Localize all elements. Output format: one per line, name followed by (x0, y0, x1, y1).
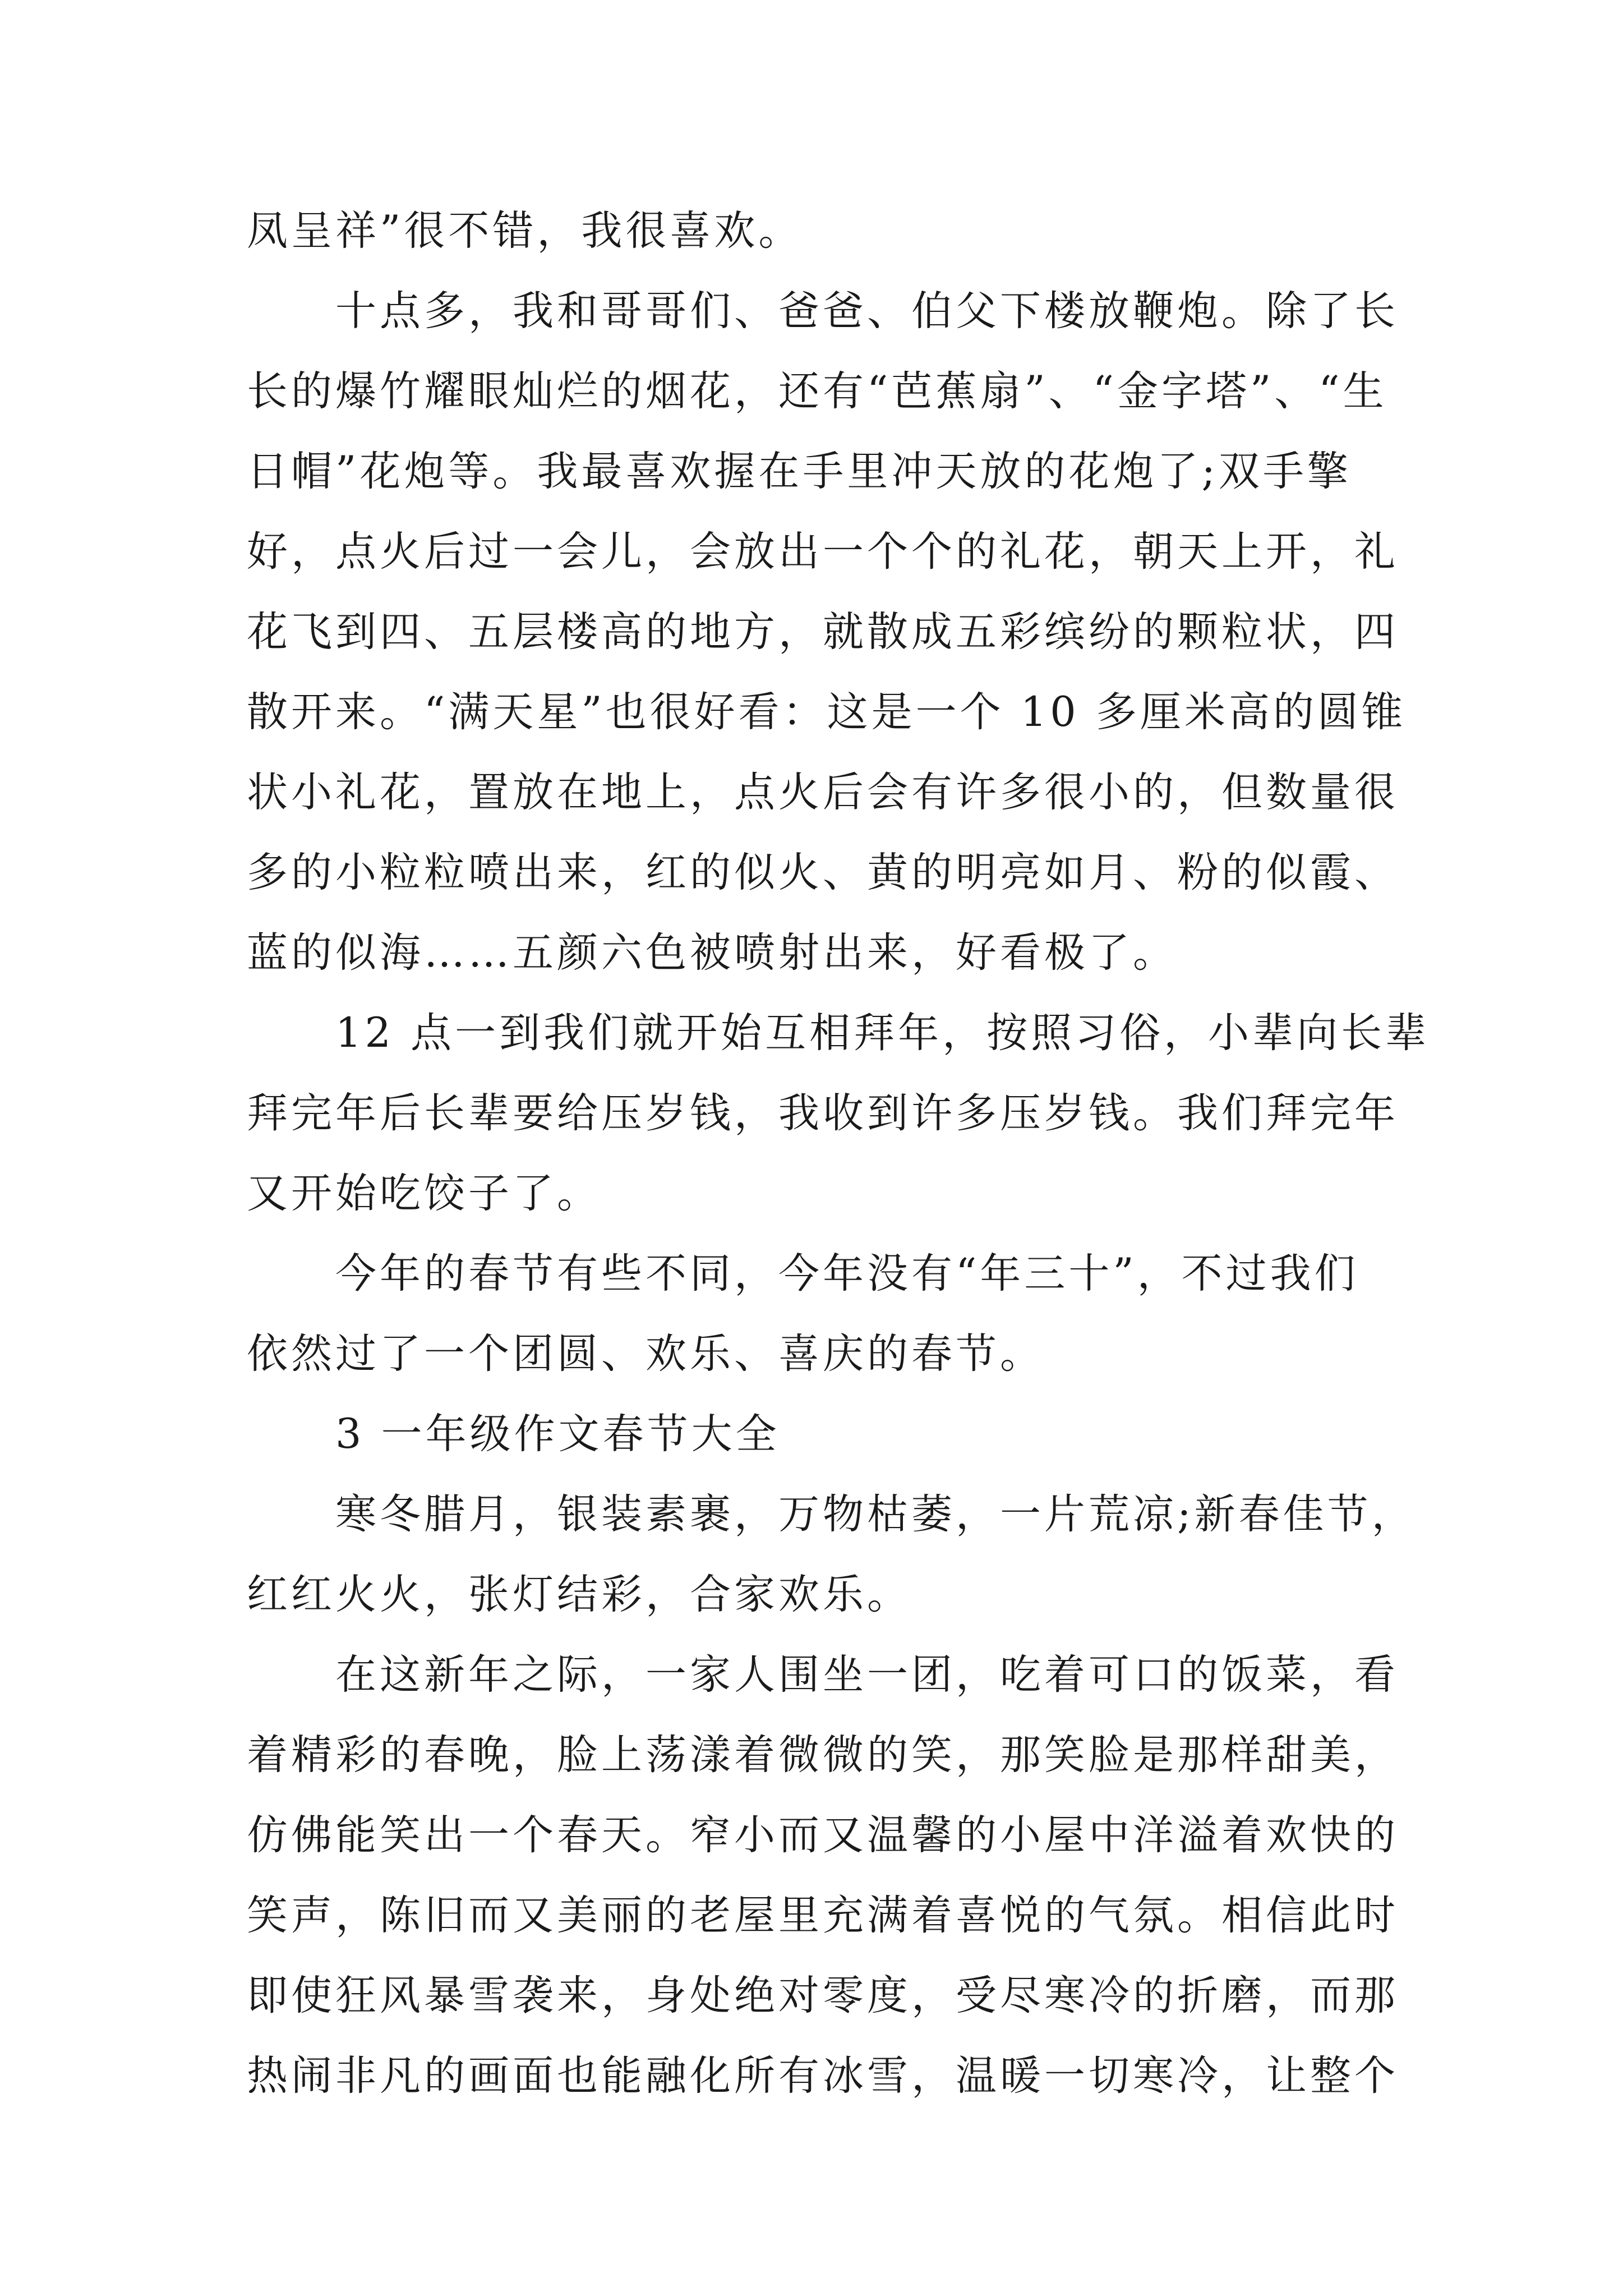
paragraph (247, 1635, 1399, 2116)
text-line: 12 点一到我们就开始互相拜年，按照习俗，小辈向长辈 (335, 1009, 1430, 1057)
text-line: 好，点火后过一会儿，会放出一个个的礼花，朝天上开，礼 (247, 528, 1399, 576)
text-line: 凤呈祥”很不错，我很喜欢。 (247, 207, 803, 255)
text-line: 今年的春节有些不同，今年没有“年三十”，不过我们 (335, 1250, 1359, 1297)
paragraph (247, 191, 1391, 271)
text-line: 在这新年之际，一家人围坐一团，吃着可口的饭菜，看 (335, 1651, 1399, 1699)
paragraph (247, 1234, 1391, 1394)
section-heading (247, 1394, 1391, 1474)
text-line: 着精彩的春晚，脸上荡漾着微微的笑，那笑脸是那样甜美， (247, 1731, 1399, 1779)
text-line: 红红火火，张灯结彩，合家欢乐。 (247, 1571, 911, 1618)
text-line: 日帽”花炮等。我最喜欢握在手里冲天放的花炮了;双手擎 (247, 448, 1352, 495)
text-line: 寒冬腊月，银装素裹，万物枯萎，一片荒凉;新春佳节， (335, 1490, 1416, 1538)
text-line: 状小礼花，置放在地上，点火后会有许多很小的，但数量很 (247, 769, 1399, 816)
text-line: 即使狂风暴雪袭来，身处绝对零度，受尽寒冷的折磨，而那 (247, 1972, 1399, 2019)
paragraph (247, 993, 1430, 1234)
document-body (247, 191, 1430, 2116)
text-line: 依然过了一个团圆、欢乐、喜庆的春节。 (247, 1330, 1044, 1378)
text-line: 仿佛能笑出一个春天。窄小而又温馨的小屋中洋溢着欢快的 (247, 1811, 1399, 1859)
text-line: 散开来。“满天星”也很好看：这是一个 10 多厘米高的圆锥 (247, 688, 1406, 736)
text-line: 拜完年后长辈要给压岁钱，我收到许多压岁钱。我们拜完年 (247, 1089, 1399, 1137)
text-line: 花飞到四、五层楼高的地方，就散成五彩缤纷的颗粒状，四 (247, 608, 1399, 656)
paragraph (247, 1474, 1416, 1635)
text-line: 3 一年级作文春节大全 (335, 1410, 780, 1458)
text-line: 笑声，陈旧而又美丽的老屋里充满着喜悦的气氛。相信此时 (247, 1892, 1399, 1939)
text-line: 热闹非凡的画面也能融化所有冰雪，温暖一切寒冷，让整个 (247, 2052, 1399, 2100)
text-line: 十点多，我和哥哥们、爸爸、伯父下楼放鞭炮。除了长 (335, 287, 1399, 335)
text-line: 多的小粒粒喷出来，红的似火、黄的明亮如月、粉的似霞、 (247, 849, 1399, 896)
paragraph (247, 271, 1406, 993)
text-line: 长的爆竹耀眼灿烂的烟花，还有“芭蕉扇”、“金字塔”、“生 (247, 367, 1387, 415)
text-line: 蓝的似海……五颜六色被喷射出来，好看极了。 (247, 929, 1177, 977)
text-line: 又开始吃饺子了。 (247, 1170, 601, 1217)
